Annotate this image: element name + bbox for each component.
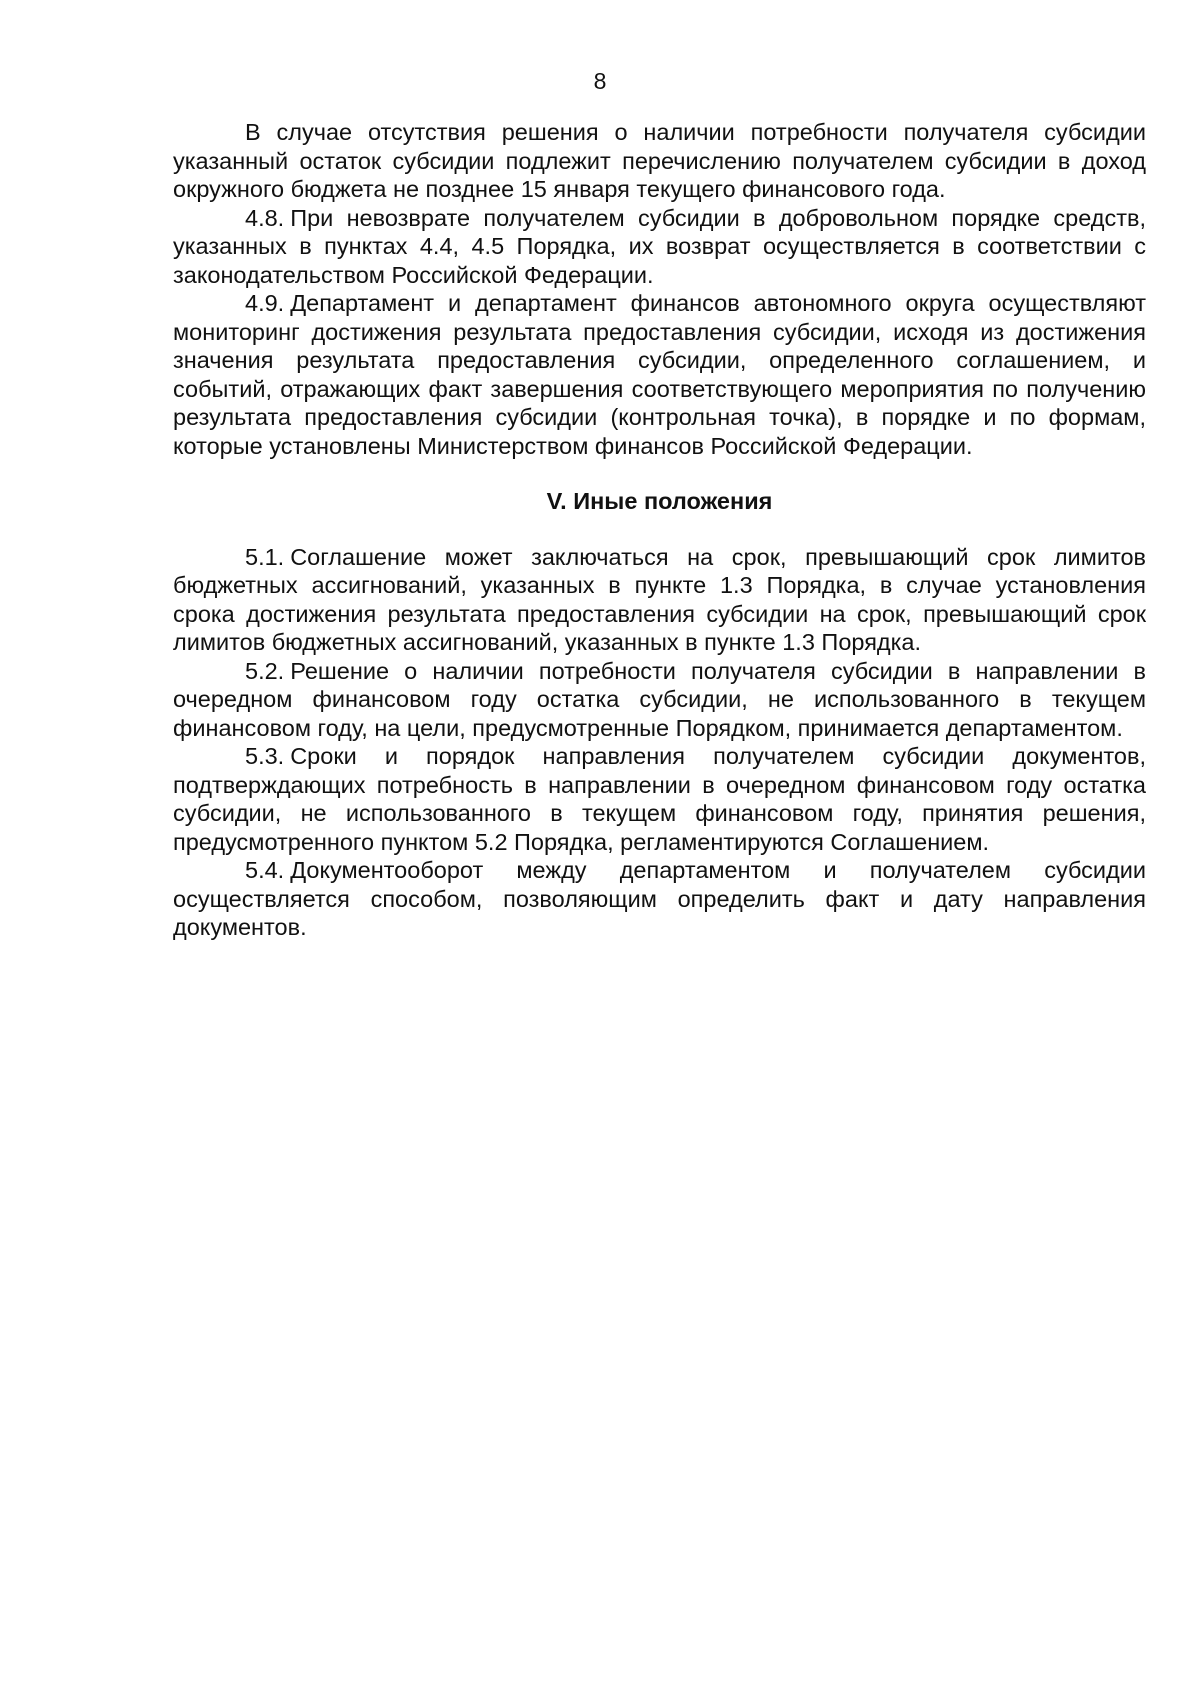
paragraph-remainder-return xyxy=(173,118,1146,204)
document-body xyxy=(173,118,1146,942)
paragraph-text: При невозврате получателем субсидии в добровольном порядке средств, указанных в пунктах 4.4, 4.5 Порядка, их возврат осуществляется в соответствии с законодательством Российской Федерации. xyxy=(173,204,1146,288)
paragraph-5-1 xyxy=(173,543,1146,657)
paragraph-text: Решение о наличии потребности получателя субсидии в направлении в очередном финансовом году остатка субсидии, не использованного в текущем финансовом году, на цели, предусмотренные Порядком, принимается департаментом. xyxy=(173,657,1146,741)
paragraph-4-9 xyxy=(173,289,1146,460)
paragraph-number: 5.4. xyxy=(245,857,285,883)
paragraph-text: Документооборот между департаментом и получателем субсидии осуществляется способом, позволяющим определить факт и дату направления документов. xyxy=(173,857,1146,940)
paragraph-text: Департамент и департамент финансов автономного округа осуществляют мониторинг достижения результата предоставления субсидии, исходя из достижения значения результата предоставления субсидии, определенного соглашением, и событий, отражающих факт завершения соответствующего мероприятия по получению результата предоставления субсидии (контрольная точка), в порядке и по формам, которые установлены Министерством финансов Российской Федерации. xyxy=(173,290,1146,459)
section-heading: V. Иные положения xyxy=(546,488,773,514)
paragraph-5-4 xyxy=(173,856,1146,942)
paragraph-number: 5.1. xyxy=(245,543,285,570)
paragraph-5-2 xyxy=(173,657,1146,743)
paragraph-text: Сроки и порядок направления получателем субсидии документов, подтверждающих потребность в направлении в очередном финансовом году остатка субсидии, не использованного в текущем финансовом году, принятия решения, предусмотренного пунктом 5.2 Порядка, регламентируются Соглашением. xyxy=(173,743,1146,855)
page-number: 8 xyxy=(593,68,607,94)
paragraph-number: 5.2. xyxy=(245,657,285,684)
paragraph-text: В случае отсутствия решения о наличии потребности получателя субсидии указанный остаток субсидии подлежит перечислению получателем субсидии в доход окружного бюджета не позднее 15 января текущего финансового года. xyxy=(173,119,1146,202)
paragraph-5-3 xyxy=(173,742,1146,856)
paragraph-number: 4.8. xyxy=(245,204,285,231)
paragraph-number: 5.3. xyxy=(245,743,285,769)
paragraph-4-8 xyxy=(173,204,1146,290)
paragraph-text: Соглашение может заключаться на срок, превышающий срок лимитов бюджетных ассигнований, указанных в пункте 1.3 Порядка, в случае установления срока достижения результата предоставления субсидии на срок, превышающий срок лимитов бюджетных ассигнований, указанных в пункте 1.3 Порядка. xyxy=(173,543,1146,655)
paragraph-number: 4.9. xyxy=(245,290,285,316)
